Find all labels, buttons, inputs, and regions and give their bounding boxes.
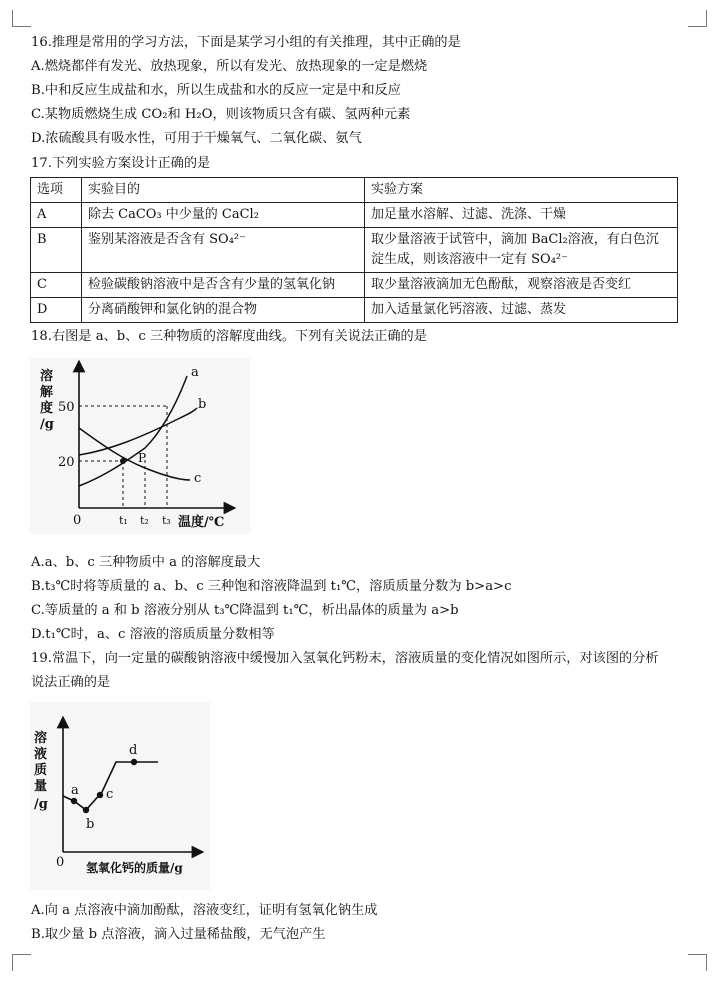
row-plan: 加入适量氯化钙溶液、过滤、蒸发: [365, 298, 678, 323]
q19-stem-line1: 19.常温下，向一定量的碳酸钠溶液中缓慢加入氢氧化钙粉末，溶液质量的变化情况如图所示，对该图的分析: [31, 651, 659, 666]
table-row: [31, 228, 678, 273]
row-option: A: [31, 203, 82, 228]
q18-stem: 18.右图是 a、b、c 三种物质的溶解度曲线。下列有关说法正确的是: [31, 329, 427, 344]
point-d-label: d: [129, 743, 138, 758]
header-plan: 实验方案: [365, 178, 678, 203]
curve-b-label: b: [198, 397, 207, 412]
q16-stem: 16.推理是常用的学习方法，下面是某学习小组的有关推理，其中正确的是: [31, 35, 461, 50]
header-option: 选项: [31, 178, 82, 203]
point-b-label: b: [86, 817, 95, 832]
q18-option-a: A.a、b、c 三种物质中 a 的溶解度最大: [31, 555, 261, 570]
y-tick-20: 20: [58, 455, 75, 470]
q16-option-d: D.浓硫酸具有吸水性，可用于干燥氧气、二氧化碳、氨气: [31, 131, 362, 146]
q19-option-b: B.取少量 b 点溶液，滴入过量稀盐酸，无气泡产生: [31, 927, 326, 942]
y-label-3: 质: [34, 763, 48, 778]
q19-option-a: A.向 a 点溶液中滴加酚酞，溶液变红，证明有氢氧化钠生成: [31, 903, 378, 918]
q16-option-c: C.某物质燃烧生成 CO₂和 H₂O，则该物质只含有碳、氢两种元素: [31, 107, 411, 122]
row-purpose: 检验碳酸钠溶液中是否含有少量的氢氧化钠: [82, 273, 365, 298]
table-header-row: [31, 178, 678, 203]
point-a-label: a: [71, 783, 79, 798]
crop-mark-top-left: [12, 10, 31, 27]
y-label-5: /g: [34, 797, 48, 812]
q17-stem: 17.下列实验方案设计正确的是: [31, 156, 211, 171]
x-tick-t3: t₃: [162, 514, 171, 527]
y-label-2: 解: [40, 385, 54, 400]
row-plan: 取少量溶液滴加无色酚酞，观察溶液是否变红: [365, 273, 678, 298]
y-label-2: 液: [34, 747, 48, 762]
q19-stem-line2: 说法正确的是: [31, 675, 111, 690]
y-tick-50: 50: [58, 400, 75, 415]
row-option: C: [31, 273, 82, 298]
crop-mark-bottom-right: [688, 954, 707, 971]
table-row: [31, 273, 678, 298]
origin-label: 0: [73, 513, 82, 528]
y-label-1: 溶: [40, 369, 54, 384]
table-row: [31, 203, 678, 228]
q16-option-a: A.燃烧都伴有发光、放热现象，所以有发光、放热现象的一定是燃烧: [31, 59, 428, 74]
intersection-p-point: [120, 458, 126, 464]
q18-option-c: C.等质量的 a 和 b 溶液分别从 t₃℃降温到 t₁℃，析出晶体的质量为 a>b: [31, 603, 459, 618]
point-a: [71, 798, 77, 804]
q16-option-b: B.中和反应生成盐和水，所以生成盐和水的反应一定是中和反应: [31, 83, 401, 98]
row-option: B: [31, 228, 82, 273]
origin-label: 0: [56, 855, 65, 870]
q18-option-b: B.t₃℃时将等质量的 a、b、c 三种饱和溶液降温到 t₁℃，溶质质量分数为 b>a>c: [31, 579, 512, 594]
x-axis-label: 氢氧化钙的质量/g: [86, 861, 183, 875]
point-c-label: c: [106, 787, 114, 802]
point-c: [97, 792, 103, 798]
table-row: [31, 298, 678, 323]
x-tick-t2: t₂: [140, 514, 149, 527]
q17-table: [30, 177, 678, 323]
row-purpose: 分离硝酸钾和氯化钠的混合物: [82, 298, 365, 323]
q18-option-d: D.t₁℃时，a、c 溶液的溶质质量分数相等: [31, 627, 275, 642]
x-tick-t1: t₁: [119, 514, 128, 527]
y-label-4: 量: [34, 779, 48, 794]
curve-c-label: c: [194, 471, 202, 486]
x-axis-label: 温度/℃: [178, 515, 225, 530]
crop-mark-top-right: [688, 10, 707, 27]
row-option: D: [31, 298, 82, 323]
point-p-label: P: [138, 451, 147, 465]
row-plan: 加足量水溶解、过滤、洗涤、干燥: [365, 203, 678, 228]
y-label-4: /g: [40, 417, 54, 432]
y-label-1: 溶: [34, 731, 48, 746]
point-d: [131, 759, 137, 765]
solubility-curve-figure: [30, 358, 250, 534]
row-purpose: 除去 CaCO₃ 中少量的 CaCl₂: [82, 203, 365, 228]
header-purpose: 实验目的: [82, 178, 365, 203]
crop-mark-bottom-left: [12, 954, 31, 971]
row-plan: 取少量溶液于试管中，滴加 BaCl₂溶液，有白色沉淀生成，则该溶液中一定有 SO₄²⁻: [365, 228, 678, 273]
y-label-3: 度: [40, 401, 54, 416]
curve-a-label: a: [191, 365, 199, 380]
row-purpose: 鉴别某溶液是否含有 SO₄²⁻: [82, 228, 365, 273]
point-b: [83, 807, 89, 813]
solution-mass-figure: [30, 702, 210, 890]
